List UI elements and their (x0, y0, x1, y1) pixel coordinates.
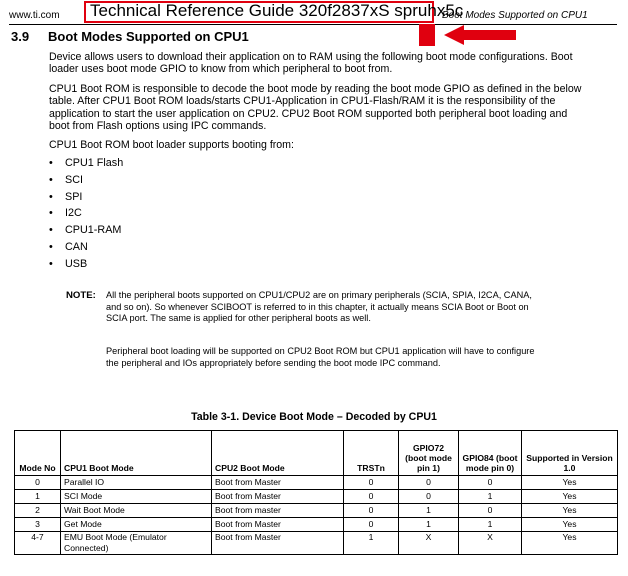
list-item: • SPI (49, 189, 123, 206)
note-text-1: All the peripheral boots supported on CPU1/CPU2 are on primary peripherals (SCIA, SPIA, I2CA, CANA, and so on). So whenever SCIBOOT is referred to in this chapter, it actually means SCIA Boot or Boot on SCIA port. The same is applied for other peripheral boots as well. (106, 290, 532, 324)
cell-mode-no: 4-7 (15, 532, 61, 555)
cell-gpio72: 1 (399, 518, 459, 532)
header-divider (9, 24, 617, 25)
list-item: • CAN (49, 239, 123, 256)
cell-supported: Yes (522, 490, 618, 504)
list-item: • USB (49, 256, 123, 273)
cell-gpio72: 1 (399, 504, 459, 518)
cell-mode-no: 3 (15, 518, 61, 532)
boot-source-list (49, 155, 123, 273)
table-row (15, 532, 618, 555)
cell-cpu2-mode: Boot from Master (212, 518, 344, 532)
cell-mode-no: 0 (15, 476, 61, 490)
cell-gpio72: 0 (399, 490, 459, 504)
cell-gpio72: 0 (399, 476, 459, 490)
note-text-2: Peripheral boot loading will be supported on CPU2 Boot ROM but CPU1 application will have to configure the peripheral and IOs appropriately before sending the boot mode IPC command. (106, 346, 535, 368)
cell-cpu1-mode: Get Mode (61, 518, 212, 532)
header-gpio72: GPIO72 (boot mode pin 1) (399, 431, 459, 476)
cell-cpu2-mode: Boot from Master (212, 490, 344, 504)
cell-supported: Yes (522, 532, 618, 555)
annotation-marker (419, 24, 435, 46)
cell-cpu1-mode: Parallel IO (61, 476, 212, 490)
cell-supported: Yes (522, 518, 618, 532)
list-item: • I2C (49, 205, 123, 222)
paragraph-supports: CPU1 Boot ROM boot loader supports booting from: (49, 139, 294, 151)
header-cpu2-boot-mode: CPU2 Boot Mode (212, 431, 344, 476)
table-row (15, 504, 618, 518)
cell-gpio84: X (459, 532, 522, 555)
annotation-text: Technical Reference Guide 320f2837xS spruhx5c (90, 1, 464, 20)
header-trstn: TRSTn (344, 431, 399, 476)
paragraph-intro: Device allows users to download their application on to RAM using the following boot mode configurations. Boot loader uses boot mode GPIO to know from which peripheral to boot from. (49, 51, 573, 76)
list-item: • SCI (49, 172, 123, 189)
cell-mode-no: 1 (15, 490, 61, 504)
cell-cpu2-mode: Boot from Master (212, 476, 344, 490)
cell-cpu1-mode: SCI Mode (61, 490, 212, 504)
table-row (15, 476, 618, 490)
boot-mode-table (14, 430, 618, 555)
cell-supported: Yes (522, 476, 618, 490)
list-item: • CPU1-RAM (49, 222, 123, 239)
note-label: NOTE: (66, 290, 96, 301)
section-title: Boot Modes Supported on CPU1 (48, 29, 249, 44)
header-cpu1-boot-mode: CPU1 Boot Mode (61, 431, 212, 476)
list-item: • CPU1 Flash (49, 155, 123, 172)
cell-cpu1-mode: EMU Boot Mode (Emulator Connected) (61, 532, 212, 555)
table-title: Table 3-1. Device Boot Mode – Decoded by CPU1 (191, 411, 437, 423)
cell-trstn: 0 (344, 504, 399, 518)
cell-cpu2-mode: Boot from Master (212, 532, 344, 555)
cell-mode-no: 2 (15, 504, 61, 518)
paragraph-boot-rom: CPU1 Boot ROM is responsible to decode the boot mode by reading the boot mode GPIO as defined in the below table. After CPU1 Boot ROM loads/starts CPU1-Application in CPU1-Flash/RAM it is the responsibility of the application to start the user application on CPU2. CPU2 Boot ROM supported both peripheral boot loading and boot from Flash options using IPC commands. (49, 83, 582, 133)
cell-trstn: 0 (344, 476, 399, 490)
table-row (15, 518, 618, 532)
cell-trstn: 0 (344, 490, 399, 504)
site-url: www.ti.com (9, 10, 60, 21)
header-supported: Supported in Version 1.0 (522, 431, 618, 476)
section-number: 3.9 (11, 29, 30, 44)
table-header-row (15, 431, 618, 476)
cell-gpio84: 0 (459, 504, 522, 518)
cell-gpio84: 0 (459, 476, 522, 490)
cell-gpio72: X (399, 532, 459, 555)
cell-trstn: 0 (344, 518, 399, 532)
cell-supported: Yes (522, 504, 618, 518)
cell-cpu1-mode: Wait Boot Mode (61, 504, 212, 518)
header-mode-no: Mode No (15, 431, 61, 476)
running-header: Boot Modes Supported on CPU1 (442, 10, 588, 21)
table-row (15, 490, 618, 504)
cell-gpio84: 1 (459, 490, 522, 504)
cell-trstn: 1 (344, 532, 399, 555)
cell-gpio84: 1 (459, 518, 522, 532)
header-gpio84: GPIO84 (boot mode pin 0) (459, 431, 522, 476)
cell-cpu2-mode: Boot from master (212, 504, 344, 518)
annotation-arrow-icon (444, 25, 520, 45)
